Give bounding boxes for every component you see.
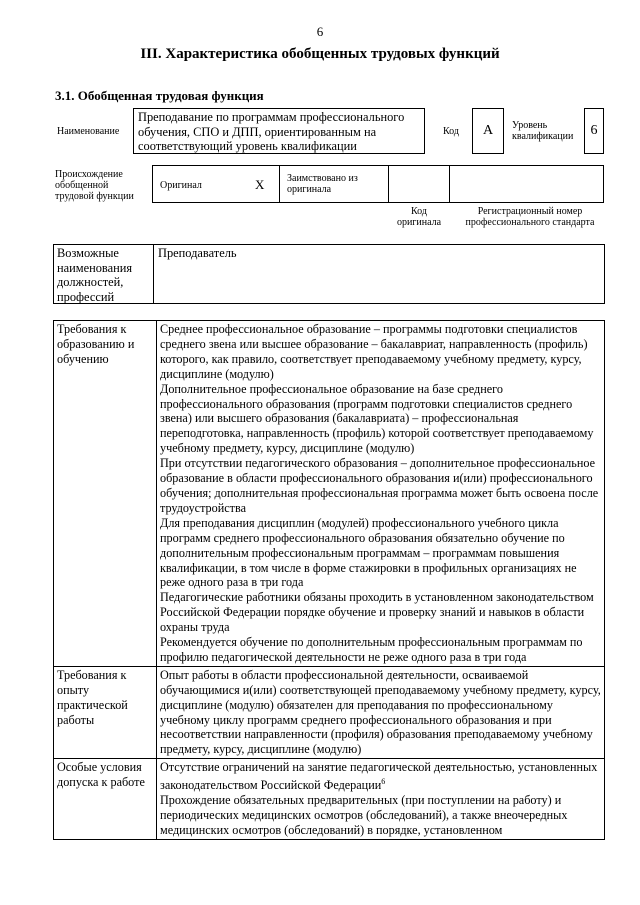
origin-label: Происхождение обобщенной трудовой функции xyxy=(55,169,134,202)
paragraph: Дополнительное профессиональное образование на базе среднего профессионального образования (программ подготовки специалистов среднего звена) или высшего образования (бакалавриата) – профессиональная переподготовка, направленность (профиль) которой соответствует преподаваемому учебному предмету, курсу, дисциплине (модулю) xyxy=(160,381,594,456)
paragraph: Педагогические работники обязаны проходить в установленном законодательством Российской Федерации порядке обучение и проверку знаний и навыков в области охраны труда xyxy=(160,590,594,635)
function-name-value: Преподавание по программам профессионального обучения, СПО и ДПП, ориентированным на соответствующий уровень квалификации xyxy=(138,110,405,153)
requirements-table xyxy=(53,320,605,840)
borrowed-label: Заимствовано из оригинала xyxy=(287,173,358,195)
code-value: А xyxy=(482,123,494,138)
experience-requirements-label: Требования к опыту практической работы xyxy=(54,666,157,758)
function-name-box xyxy=(133,108,425,154)
paragraph: Для преподавания дисциплин (модулей) профессионального учебного цикла программ среднего профессионального образования обязательно обучение по дополнительным профессиональным программам – программам повышения квалификации, в том числе в форме стажировки в профильных организациях не реже одного раза в три года xyxy=(160,515,577,590)
origin-divider xyxy=(388,165,389,203)
page-number: 6 xyxy=(316,24,324,39)
paragraph: При отсутствии педагогического образования – дополнительное профессиональное образование в области профессионального образования и(или) профессионального обучения; дополнительная профессиональная программа может быть освоена после трудоустройства xyxy=(160,456,599,515)
paragraph: Опыт работы в области профессиональной деятельности, осваиваемой обучающимися и(или) соответствующей преподаваемому учебному предмету, курсу, дисциплине (модулю) обязателен для преподавания по профессиональному учебному циклу программ среднего профессионального образования и при несоответствии направленности (профиля) образования преподаваемому учебному предмету, курсу, дисциплине (модулю) xyxy=(160,667,601,757)
positions-value: Преподаватель xyxy=(158,246,237,260)
subsection-title: 3.1. Обобщенная трудовая функция xyxy=(55,88,264,103)
education-requirements-value xyxy=(157,321,605,667)
name-label: Наименование xyxy=(57,126,120,137)
table-row xyxy=(54,321,605,667)
paragraph: Прохождение обязательных предварительных (при поступлении на работу) и периодических медицинских осмотров (обследований), а также внеочередных медицинских осмотров (обследований) в порядке, установленном xyxy=(160,793,568,837)
original-label: Оригинал xyxy=(160,180,202,191)
table-row xyxy=(54,759,605,840)
paragraph: Рекомендуется обучение по дополнительным профессиональным программам по профилю педагогической деятельности не реже одного раза в три года xyxy=(160,635,583,664)
experience-requirements-value xyxy=(157,666,605,758)
registration-number-caption: Регистрационный номер профессионального стандарта xyxy=(465,206,595,228)
code-label: Код xyxy=(443,126,459,137)
positions-divider xyxy=(153,244,154,304)
level-value-box xyxy=(584,108,604,154)
paragraph xyxy=(160,760,601,793)
paragraph: Среднее профессиональное образование – программы подготовки специалистов среднего звена или высшее образование – бакалавриат, направленность (профиль) которого, как правило, соответствует преподаваемому учебному предмету, курсу, дисциплине (модулю) xyxy=(160,322,588,381)
origin-divider xyxy=(279,165,280,203)
education-requirements-label: Требования к образованию и обучению xyxy=(54,321,157,667)
code-original-caption: Код оригинала xyxy=(396,206,442,228)
level-value: 6 xyxy=(590,123,598,138)
footnote-marker: 6 xyxy=(381,777,386,787)
code-value-box xyxy=(472,108,504,154)
original-mark: Х xyxy=(255,177,265,192)
origin-divider xyxy=(449,165,450,203)
section-title: III. Характеристика обобщенных трудовых функций xyxy=(140,46,500,62)
positions-label: Возможные наименования должностей, профессий xyxy=(57,246,133,304)
paragraph-text: Отсутствие ограничений на занятие педагогической деятельностью, установленных законодательством Российской Федерации xyxy=(160,760,598,793)
level-label: Уровень квалификации xyxy=(512,120,574,142)
table-row xyxy=(54,666,605,758)
admission-conditions-value xyxy=(157,759,605,840)
admission-conditions-label: Особые условия допуска к работе xyxy=(54,759,157,840)
